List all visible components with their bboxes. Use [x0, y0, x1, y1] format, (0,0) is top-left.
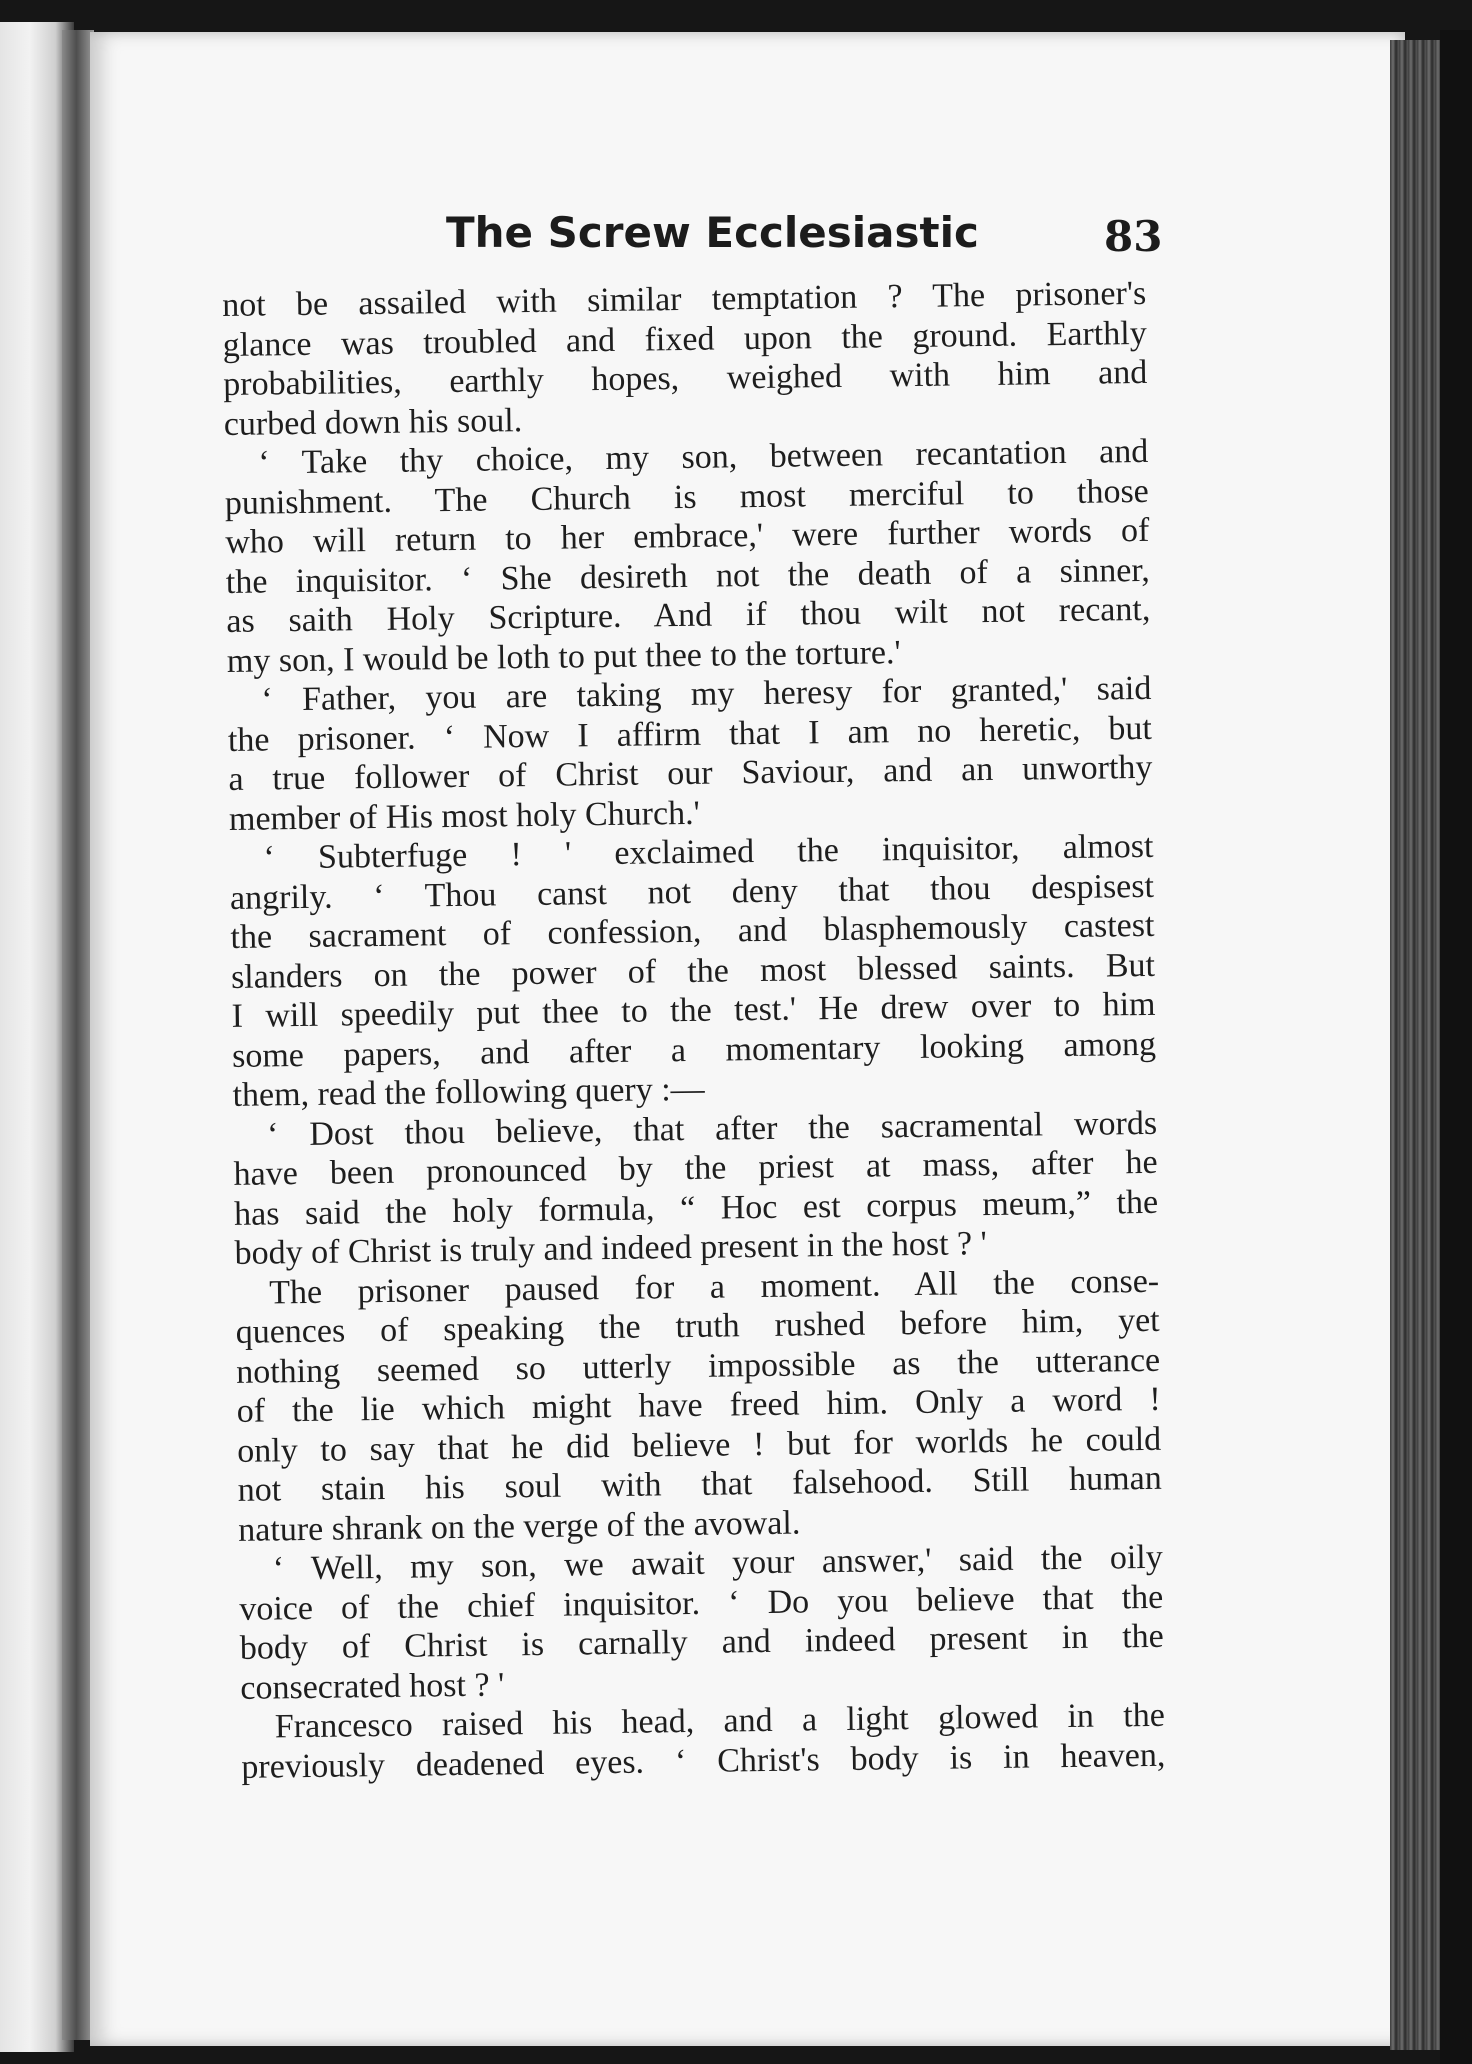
- text-line: who will return to her embrace,' were further words of: [225, 511, 1150, 561]
- page-number: 83: [1104, 212, 1163, 261]
- text-line: previously deadened eyes. ‘ Christ's body is in heaven,: [241, 1736, 1166, 1786]
- text-line: a true follower of Christ our Saviour, and an unworthy: [228, 748, 1153, 798]
- text-line: not be assailed with similar temptation ? The prisoner's: [222, 274, 1147, 324]
- text-line: probabilities, earthly hopes, weighed with him and: [223, 353, 1148, 403]
- text-line: only to say that he did believe ! but for worlds he could: [237, 1420, 1162, 1470]
- text-line: Francesco raised his head, and a light glowed in the: [274, 1696, 1166, 1746]
- text-line: not stain his soul with that falsehood. Still human: [237, 1459, 1162, 1509]
- text-line: voice of the chief inquisitor. ‘ Do you believe that the: [239, 1578, 1164, 1628]
- text-line: member of His most holy Church.': [228, 794, 700, 838]
- text-line: curbed down his soul.: [223, 401, 523, 443]
- text-line: punishment. The Church is most merciful to those: [224, 472, 1150, 522]
- text-line: of the lie which might have freed him. Only a word !: [236, 1380, 1161, 1430]
- text-line: angrily. ‘ Thou canst not deny that thou despisest: [229, 867, 1155, 917]
- text-line: ‘ Take thy choice, my son, between recantation and: [258, 432, 1149, 482]
- text-line: body of Christ is truly and indeed present in the host ? ': [234, 1225, 987, 1272]
- text-line: ‘ Subterfuge ! ' exclaimed the inquisitor, almost: [263, 827, 1154, 877]
- text-line: glance was troubled and fixed upon the ground. Earthly: [222, 314, 1147, 364]
- text-line: nature shrank on the verge of the avowal.: [238, 1504, 801, 1549]
- text-line: them, read the following query :—: [232, 1070, 705, 1114]
- text-line: the inquisitor. ‘ She desireth not the death of a sinner,: [225, 551, 1151, 601]
- scan-border: [1440, 30, 1472, 2064]
- text-line: slanders on the power of the most blessed saints. But: [230, 946, 1156, 996]
- text-line: as saith Holy Scripture. And if thou wilt not recant,: [226, 590, 1151, 640]
- text-line: nothing seemed so utterly impossible as the utterance: [235, 1341, 1161, 1391]
- text-line: the prisoner. ‘ Now I affirm that I am no heretic, but: [227, 709, 1153, 759]
- text-line: my son, I would be loth to put thee to the torture.': [226, 633, 901, 680]
- text-line: quences of speaking the truth rushed before him, yet: [235, 1301, 1160, 1351]
- text-line: ‘ Dost thou believe, that after the sacramental words: [266, 1104, 1158, 1153]
- body-text: [222, 274, 1166, 1787]
- text-line: body of Christ is carnally and indeed present in the: [239, 1617, 1164, 1667]
- text-line: have been pronounced by the priest at mass, after he: [233, 1143, 1158, 1193]
- text-line: some papers, and after a momentary looking among: [231, 1025, 1157, 1075]
- text-line: the sacrament of confession, and blasphemously castest: [230, 906, 1155, 956]
- text-line: I will speedily put thee to the test.' He drew over to him: [231, 985, 1156, 1035]
- text-line: has said the holy formula, “ Hoc est corpus meum,” the: [233, 1183, 1159, 1233]
- running-head: The Screw Ecclesiastic: [446, 208, 979, 257]
- text-line: ‘ Well, my son, we await your answer,' said the oily: [272, 1538, 1163, 1588]
- text-line: consecrated host ? ': [240, 1665, 505, 1707]
- text-line: The prisoner paused for a moment. All the conse-: [268, 1262, 1160, 1311]
- text-line: ‘ Father, you are taking my heresy for granted,' said: [261, 669, 1152, 719]
